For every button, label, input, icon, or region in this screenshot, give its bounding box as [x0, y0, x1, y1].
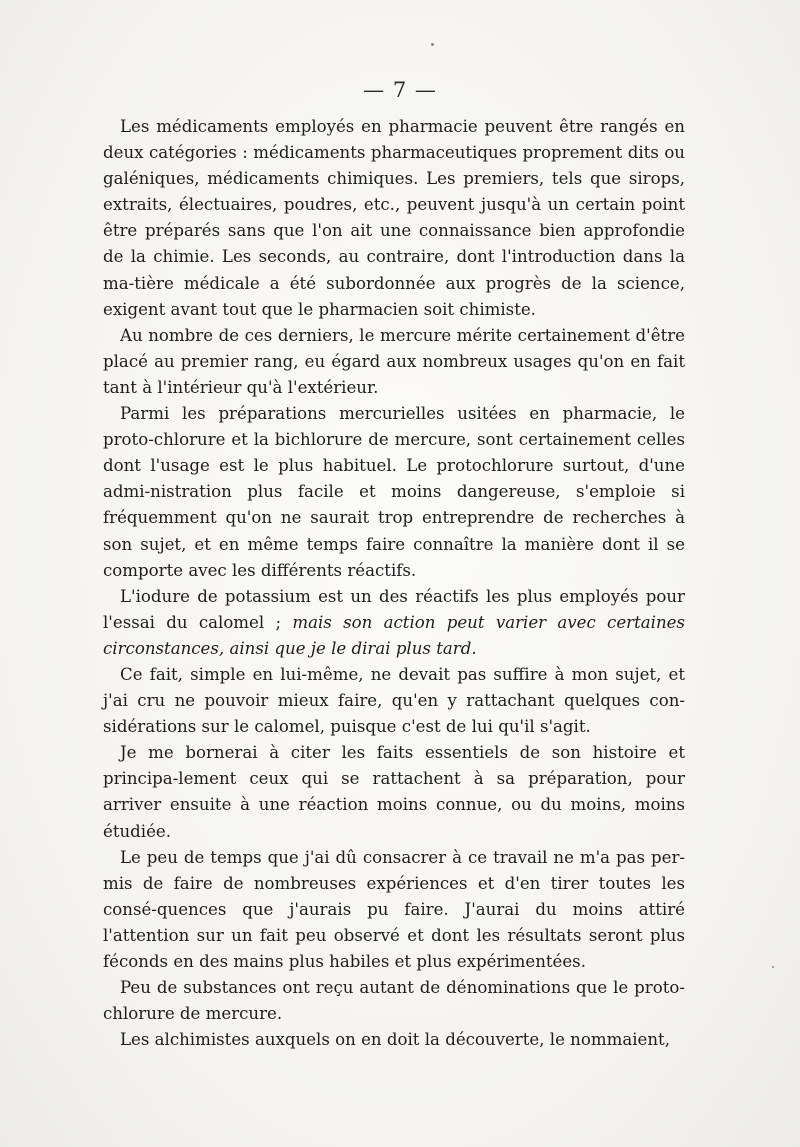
paragraph: L'iodure de potassium est un des réactifs les plus employés pour l'essai du calomel ; mais son action peut varier avec certaines circonstances, ainsi que je le dirai plus tard.	[103, 586, 685, 658]
paragraph: Je me bornerai à citer les faits essentiels de son histoire et principa-lement ceux qui se rattachent à sa préparation, pour arriver ensuite à une réaction moins connue, ou du moins, moins étudiée.	[103, 743, 685, 841]
paragraph: Parmi les préparations mercurielles usitées en pharmacie, le proto-chlorure et la bichlorure de mercure, sont certainement celles dont l'usage est le plus habituel. Le protochlorure surtout, d'une admi-nistration plus facile et moins dangereuse, s'emploie si fréquemment qu'on ne saurait trop entreprendre de recherches à son sujet, et en même temps faire connaître la manière dont il se comporte avec les différents réactifs.	[103, 404, 685, 580]
page-number: — 7 —	[363, 78, 437, 102]
ink-speck	[772, 966, 774, 968]
italic-passage: mais son action peut varier avec certaines circonstances, ainsi que je le dirai plus tard.	[103, 612, 685, 658]
paragraph: Ce fait, simple en lui-même, ne devait pas suffire à mon sujet, et j'ai cru ne pouvoir mieux faire, qu'en y rattachant quelques con-sidérations sur le calomel, puisque c'est de lui qu'il s'agit.	[103, 664, 685, 737]
paragraph: Au nombre de ces derniers, le mercure mérite certainement d'être placé au premier rang, eu égard aux nombreux usages qu'on en fait tant à l'intérieur qu'à l'extérieur.	[103, 325, 685, 397]
body-text	[103, 114, 685, 1053]
paragraph: Peu de substances ont reçu autant de dénominations que le proto-chlorure de mercure.	[103, 978, 685, 1024]
paragraph: Les alchimistes auxquels on en doit la découverte, le nommaient,	[120, 1030, 670, 1050]
paragraph: Le peu de temps que j'ai dû consacrer à ce travail ne m'a pas per-mis de faire de nombreuses expériences et d'en tirer toutes les consé-quences que j'aurais pu faire. J'aurai du moins attiré l'attention sur un fait peu observé et dont les résultats seront plus féconds en des mains plus habiles et plus expérimentées.	[103, 847, 685, 971]
ink-speck	[431, 43, 434, 46]
paragraph: Les médicaments employés en pharmacie peuvent être rangés en deux catégories : médicaments pharmaceutiques proprement dits ou galéniques, médicaments chimiques. Les premiers, tels que sirops, extraits, électuaires, poudres, etc., peuvent jusqu'à un certain point être préparés sans que l'on ait une connaissance bien approfondie de la chimie. Les seconds, au contraire, dont l'introduction dans la ma-tière médicale a été subordonnée aux progrès de la science, exigent avant tout que le pharmacien soit chimiste.	[103, 117, 685, 319]
